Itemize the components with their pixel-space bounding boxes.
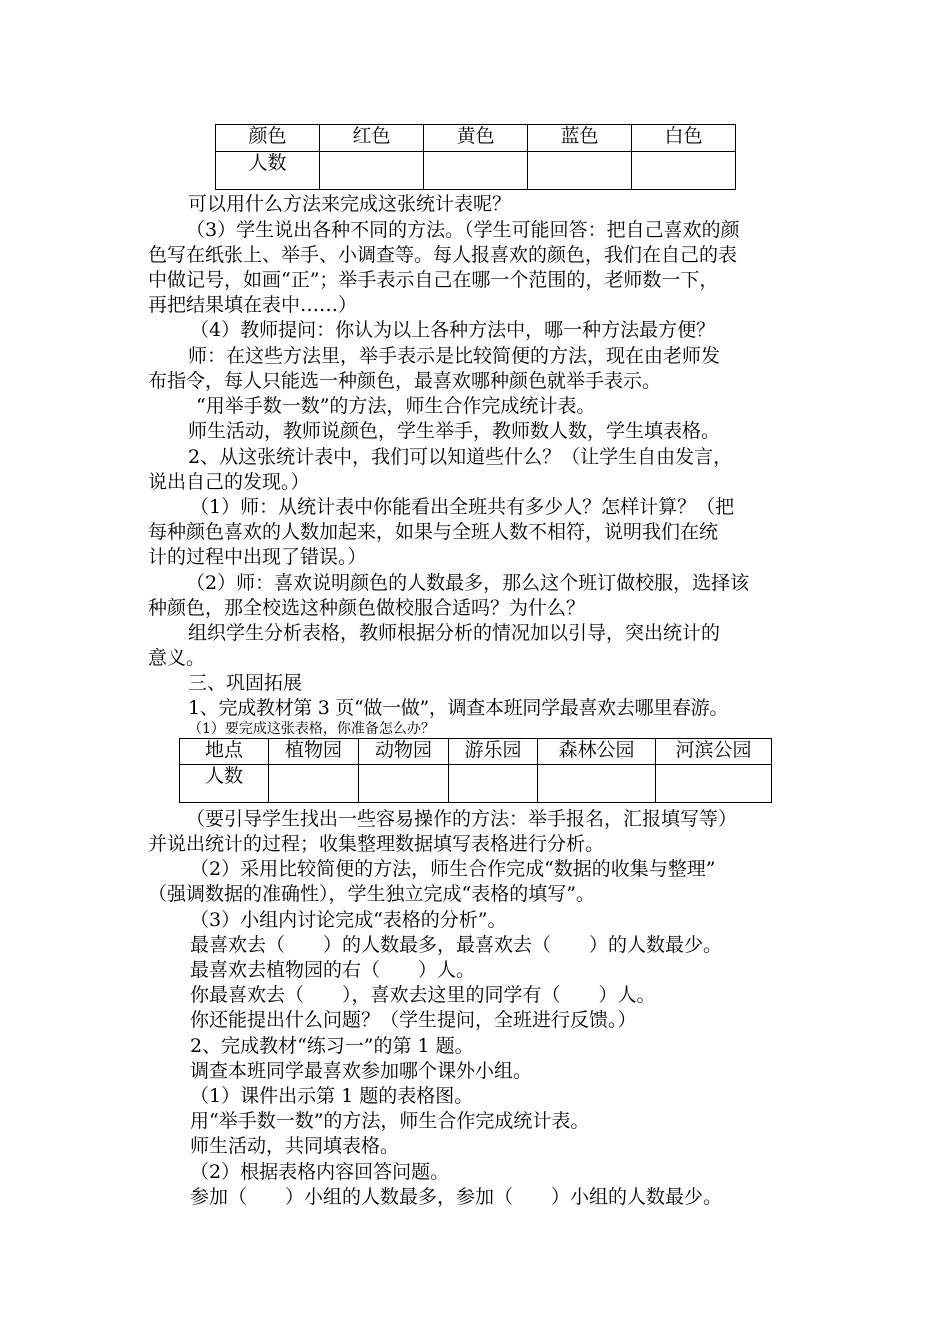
table-header-cell: 动物园 [359, 739, 449, 765]
text-line: 2、完成教材“练习一”的第 1 题。 [190, 1035, 474, 1057]
table-header-row [180, 739, 772, 765]
text-line: 师生活动，教师说颜色，学生举手，教师数人数，学生填表格。 [188, 420, 721, 442]
text-line: 可以用什么方法来完成这张统计表呢？ [188, 193, 512, 215]
table-row-label: 人数 [180, 765, 269, 803]
text-line: 每种颜色喜欢的人数加起来，如果与全班人数不相符，说明我们在统 [148, 521, 719, 543]
table-header-cell: 颜色 [216, 125, 320, 152]
spring-trip-table [179, 738, 772, 803]
table-row [216, 152, 736, 190]
text-line: 最喜欢去（ ）的人数最多，最喜欢去（ ）的人数最少。 [190, 934, 723, 956]
table-header-cell: 蓝色 [528, 125, 632, 152]
text-line: 种颜色，那全校选这种颜色做校服合适吗？为什么？ [148, 597, 586, 619]
text-line: 你还能提出什么问题？（学生提问，全班进行反馈。） [190, 1009, 637, 1031]
table-header-cell: 黄色 [424, 125, 528, 152]
text-line: 中做记号，如画“正”；举手表示自己在哪一个范围的，老师数一下， [148, 269, 719, 291]
table-cell [424, 152, 528, 190]
text-line: 布指令，每人只能选一种颜色，最喜欢哪种颜色就举手表示。 [148, 370, 662, 392]
table-cell [359, 765, 449, 803]
table-row [180, 765, 772, 803]
text-line: 再把结果填在表中……） [148, 294, 358, 316]
text-line: （强调数据的准确性），学生独立完成“表格的填写”。 [148, 883, 595, 905]
text-line: 调查本班同学最喜欢参加哪个课外小组。 [190, 1060, 533, 1082]
small-note: （1）要完成这张表格，你准备怎么办？ [188, 721, 435, 737]
text-line: 色写在纸张上、举手、小调查等。每人报喜欢的颜色，我们在自己的表 [148, 244, 738, 266]
table-header-cell: 河滨公园 [656, 739, 772, 765]
text-line: 用“举手数一数”的方法，师生合作完成统计表。 [190, 1110, 590, 1132]
text-line: （2）根据表格内容回答问题。 [190, 1161, 450, 1183]
table-header-cell: 森林公园 [538, 739, 656, 765]
table-cell [538, 765, 656, 803]
table-header-cell: 地点 [180, 739, 269, 765]
text-line: （2）采用比较简便的方法，师生合作完成“数据的收集与整理” [190, 858, 716, 880]
table-header-cell: 白色 [632, 125, 736, 152]
color-survey-table [215, 124, 736, 190]
text-line: 并说出统计的过程；收集整理数据填写表格进行分析。 [148, 833, 605, 855]
text-line: 意义。 [148, 647, 206, 669]
table-header-cell: 红色 [320, 125, 424, 152]
table-cell [656, 765, 772, 803]
text-line: （要引导学生找出一些容易操作的方法：举手报名，汇报填写等） [186, 808, 738, 830]
text-line: 参加（ ）小组的人数最多，参加（ ）小组的人数最少。 [190, 1186, 723, 1208]
text-line: 2、从这张统计表中，我们可以知道些什么？（让学生自由发言， [188, 446, 733, 468]
text-line: （1）课件出示第 1 题的表格图。 [190, 1085, 474, 1107]
text-line: （3）小组内讨论完成“表格的分析”。 [190, 909, 507, 931]
text-line: 计的过程中出现了错误。） [148, 546, 367, 568]
table-cell [528, 152, 632, 190]
text-line: （4）教师提问：你认为以上各种方法中，哪一种方法最方便？ [190, 319, 716, 341]
table-header-cell: 游乐园 [449, 739, 538, 765]
text-line: 组织学生分析表格，教师根据分析的情况加以引导，突出统计的 [188, 622, 721, 644]
text-line: （1）师：从统计表中你能看出全班共有多少人？怎样计算？（把 [190, 496, 735, 518]
text-line: （2）师：喜欢说明颜色的人数最多，那么这个班订做校服，选择该 [186, 572, 750, 594]
text-line: 说出自己的发现。） [148, 471, 310, 493]
text-line: 师：在这些方法里，举手表示是比较简便的方法，现在由老师发 [188, 345, 721, 367]
table-header-row [216, 125, 736, 152]
text-line: 1、完成教材第 3 页“做一做”，调查本班同学最喜欢去哪里春游。 [188, 697, 729, 719]
table-cell [449, 765, 538, 803]
text-line: （3）学生说出各种不同的方法。（学生可能回答：把自己喜欢的颜 [186, 219, 740, 241]
text-line: “用举手数一数”的方法，师生合作完成统计表。 [196, 395, 596, 417]
table-cell [320, 152, 424, 190]
text-line: 最喜欢去植物园的右（ ）人。 [190, 959, 476, 981]
table-row-label: 人数 [216, 152, 320, 190]
table-cell [269, 765, 359, 803]
text-line: 师生活动，共同填表格。 [190, 1135, 400, 1157]
text-line: 你最喜欢去（ ），喜欢去这里的同学有（ ）人。 [190, 984, 656, 1006]
table-header-cell: 植物园 [269, 739, 359, 765]
section-heading: 三、巩固拓展 [188, 672, 303, 694]
table-cell [632, 152, 736, 190]
